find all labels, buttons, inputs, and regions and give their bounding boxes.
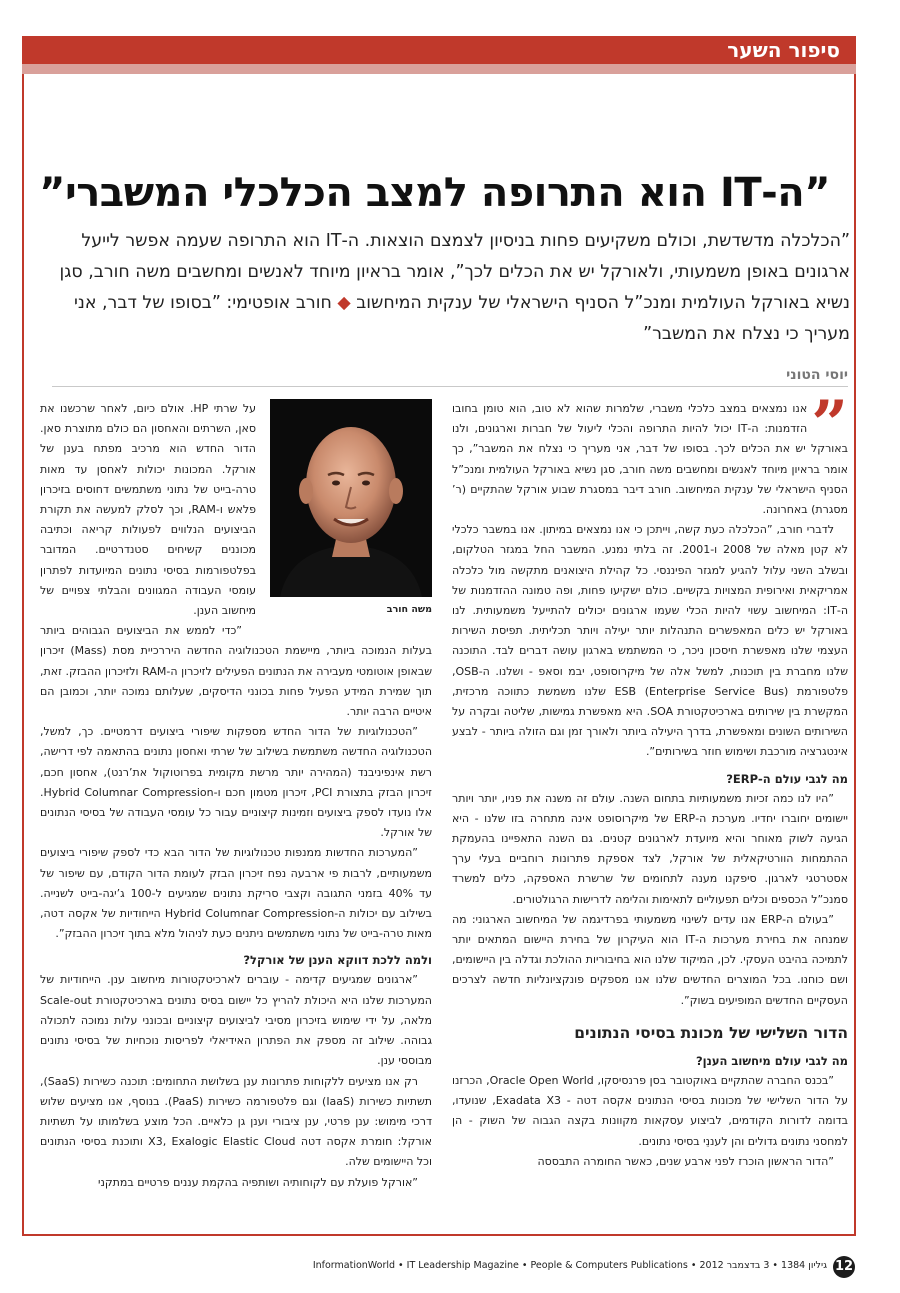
paragraph: רק אנו מציעים ללקוחות פתרונות ענן בשלושת התחומים: תוכנה כשירות (SaaS), תשתיות כשירות (IaaS) וגם פלטפורמה כשירות (PaaS). בנוסף, אנו מציעים שלוש דרכי מימוש: ענן פרטי, ענן ציבורי וענן גן כלאיים. הכל מוצע בשלמותו על תשתיות אורקל: חומרת אקסה דטה X3, Exalogic Elastic Cloud ותוכנת בסיסי הנתונים וכל היישומים שלה. [40, 1074, 432, 1169]
paragraph: ”ארגונים שמגיעים קדימה - עוברים לארכיטקטורות מיחשוב ענן. הייחודיות של המערכות שלנו היא היכולת להריץ כל יישום בסיס נתונים בארכיטקטורת Scale-out מלאה, על ידי שימוש בזיכרון מסיבי לביצועים קיצוניים ובכונני עלות נמוכה לתכולה גבוהה. שילוב זה מספק את הפתרון האידיאלי לפריסות נוכחיות של בסיסי נתונים מבוססי ענן. [40, 973, 432, 1068]
portrait-illustration [270, 399, 432, 597]
paragraph: על שרתי HP. אולם כיום, לאחר שרכשנו את סאן, השרתים והאחסון הם כולם מתוצרת סאן. הדור החדש הוא מרכיב מפתח בענן של אורקל. המכונות יכולות לאחסן עד מאות טרה-בייט של נתוני משתמשים דחוסים בזיכרון פלאש ו-RAM, וכך לסלק למעשה את תקורת הביצועים הנלווים לפעולות קריאה וכתיבה מכוננים קשיחים סטנדרטיים. המדובר בפלטפורמות בסיסי נתונים המיועדות לפתרון עומסי העבודה המגוונים והבלתי צפויים של מיחשוב הענן. [40, 402, 256, 618]
section-header-band [22, 36, 856, 64]
page-frame-right [854, 74, 856, 1236]
paragraph: אנו נמצאים במצב כלכלי משברי, שלמרות שהוא לא טוב, הוא טומן בחובו הזדמנות: ה-IT יכול להיות התרופה והכלי ליעול של חברות וארגונים, ולנו באורקל יש את הכלים לכך. בסופו של דבר, אני מעריך כי נצלח את המשבר”, כך אומר בראיון מיוחד לאנשים ומחשבים משה חורב, סגן נשיא באורקל העולמית ומנכ”ל הסניף הישראלי של ענקית המיחשוב. חורב דיבר במסגרת שבוע אורקל שהתקיים (ר’ מסגרת) באחרונה. [452, 402, 848, 517]
paragraph: לדברי חורב, ”הכלכלה כעת קשה, וייתכן כי אנו נמצאים במיתון. אנו במשבר כלכלי לא קטן מאלה של 2008 ו-2001. זה בלתי נמנע. המשבר החל במגזר הטלקום, ובשלב השני עלול להגיע למגזר הפיננסי. כל קהילת היצואנים מתקשה מול כלכלה אמריקאית ואירופית המצויות בקשיים. כולם ישקיעו פחות, ופה טמונה ההזדמנות של ה-IT: המיחשוב עשוי להיות הכלי שעמו ארגונים יכולים להתייעל משמעותית. לנו באורקל יש כלים המאפשרים התנהלות יותר יעילה ויותר תכליתית. תפיסת השירות העצמי שלנו מאפשרת חיסכון ניכר, כי המשתמש בארגון עושה דברים לבד. התוכנה שלנו מחברת בין תוכנות, למשל אלה של מיקרוסופט, יבמ וסאפ - ושלנו. ה-OSB, פלטפורמת ESB (Enterprise Service Bus) שלנו משמשת כתווכה מרכזית, המקשרת בין שירותים בארכיטקטורת SOA. היא מאפשרת גמישות, שליטה ובקרה על השירותים השונים ומאפשרת, בדרך היעילה ביותר ולאורך זמן וגם הזולה ביותר - לבצע אינטגרציה מורכבת ושימוש חוזר בשירותים”. [452, 523, 848, 759]
subheading-erp: מה לגבי עולם ה-ERP? [726, 771, 848, 786]
paragraph: ”בכנס החברה שהתקיים באוקטובר בסן פרנסיסקו, Oracle Open World, הכרזנו על הדור השלישי של מכונות בסיסי הנתונים אקסה דטה - Exadata X3, שנועדו, בדומה לדורות הקודמים, לביצוע עסקאות מקוונות בקצה הגבוה של השוק - הן למחסני נתונים גדולים והן לעננֵי בסיסי נתונים. [452, 1073, 848, 1148]
lead-text: ”הכלכלה מדשדשת, וכולם משקיעים פחות בניסיון לצמצם הוצאות. ה-IT הוא התרופה שעמה אפשר לייעל ארגונים באופן משמעותי, ולאורקל יש את הכלים לכך”, אומר בראיון מיוחד לאנשים ומחשבים משה חורב, סגן נשיא באורקל העולמית ומנכ”ל הסניף הישראלי של ענקית המיחשוב [59, 231, 850, 313]
author-byline: יוסי הטוני [786, 367, 848, 383]
portrait-figure [270, 399, 432, 619]
footer-publication-line: גיליון 1384 • 3 בדצמבר 2012 • InformationWorld • IT Leadership Magazine • People & Computers Publications [312, 1260, 827, 1271]
page-number: 12 [833, 1256, 855, 1278]
subheading-why-oracle: ולמה ללכת דווקא הענן של אורקל? [243, 953, 432, 968]
page-frame-bottom [22, 1234, 856, 1236]
subheading-cloud: מה לגבי עולם מיחשוב הענן? [696, 1053, 848, 1068]
section-header-stripe [22, 64, 856, 74]
article-lead [30, 226, 850, 350]
paragraph: ”היו לנו כמה זכיות משמעותיות בתחום השנה. עולם זה משנה את פניו, יותר ויותר יישומים יחוברו יחדיו. מערכת ה-ERP של מיקרוסופט אינה מתחרה בזו שלנו - היא הגיעה לשוק מאוחר והיא מיועדת לארגונים קטנים. גם השנה התאפיינו בהעמקת ההתמחות הוורטיקאלית של אורקל, לצד אספקת פתרונות רוחביים בעלי ערך אסטרטגי לארגון. סיפקנו מענה לתחומים של שרשרת האספקה, כלים למשרד סמנכ”ל הכספים וכלים תפעוליים לתאימות והלימה לדרישות הרגולטורים. [452, 791, 848, 906]
paragraph: ”אורקל פועלת עם לקוחותיה ושותפיה בהקמת עננים פרטיים במתקני [97, 1175, 418, 1189]
author-rule [52, 386, 848, 387]
paragraph: ”המערכות החדשות ממנפות טכנולוגיות של הדור הבא כדי לספק שיפורי ביצועים משמעותיים, לרבות פי ארבעה נפח זיכרון הבזק לעומת הדור הקודם, עם שיפור של עד 40% בזמני התגובה וקצבי סריקת נתונים שמגיעים ל-100 ג’יגה-בייט לשנייה. בשילוב עם יכולות ה-Hybrid Columnar Compression הייחודיות של אקסה דטה, מאות טרה-בייט של נתוני משתמשים ניתנים כעת לניהול מלא בתוך זיכרון ההבזק”. [40, 846, 432, 941]
paragraph: ”בעולם ה-ERP אנו עדים לשינוי משמעותי בפרדיגמה של המיחשוב הארגוני: מה שמנחה את בחירת מערכות ה-IT הוא העיקרון של בחירת היישום המתאים יותר לתמיכה בהיבט העסקי. לכן, המיקוד שלנו הוא בחיבוריות ההולכת וגדלה בין היישומים, ושם כוחנו. בכל המוצרים החדשים שלנו אנו מספקים פונקציונליות חדשה לצרכים העסקיים החדשים המופיעים בשוק”. [452, 912, 848, 1007]
subheading-database-machine: הדור השלישי של מכונת בסיסי הנתונים [574, 1023, 848, 1042]
portrait-photo [270, 399, 432, 597]
paragraph: ”הטכנולוגיות של הדור החדש מספקות שיפורי ביצועים דרמטיים. כך, למשל, הטכנולוגיה החדשה משתמשת בשילוב של שרתי ואחסון נתונים בהתאמה לפי דרישה, רשת אינפיניבנד (המהירה יותר מרשת מקומית בפרוטוקול את’רנט), אחסון חכם, זיכרון הבזק בתצורת PCI, זיכרון מטמון חכם ו-Hybrid Columnar Compression. אלו נועדו לספק ביצועים וזמינות קיצוניים עבור כל עומסי העבודה של בסיסי הנתונים של אורקל. [40, 725, 432, 840]
page-footer [312, 1256, 855, 1278]
lead-text-end: חורב אופטימי: ”בסופו של דבר, אני מעריך כי נצלח את המשבר” [73, 293, 850, 344]
article-headline: ”ה-IT הוא התרופה למצב הכלכלי המשברי” [39, 170, 830, 216]
section-title: סיפור השער [727, 38, 840, 62]
photo-caption: משה חורב [386, 604, 432, 615]
article-column-right [452, 399, 848, 1229]
article-column-left [40, 399, 432, 1229]
paragraph: ”הדור הראשון הוכרז לפני ארבע שנים, כאשר החומרה התבססה [537, 1154, 834, 1168]
diamond-icon: ◆ [337, 293, 351, 313]
quote-icon: ” [811, 399, 848, 462]
paragraph: ”כדי לממש את הביצועים הגבוהים ביותר בעלות הנמוכה ביותר, מיישמת הטכנולוגיה החדשה היררכיית מסת (Mass) זיכרון שבאופן אוטומטי מעבירה את הנתונים הפעילים לזיכרון ה-RAM ולזיכרון ההבזק. זאת, תוך שמירת המידע הפעיל פחות בכונני הדיסקים, שעלותם נמוכה יותר, וכמובן הם איטיים הרבה יותר. [40, 624, 432, 719]
page-frame-left [22, 74, 24, 1236]
